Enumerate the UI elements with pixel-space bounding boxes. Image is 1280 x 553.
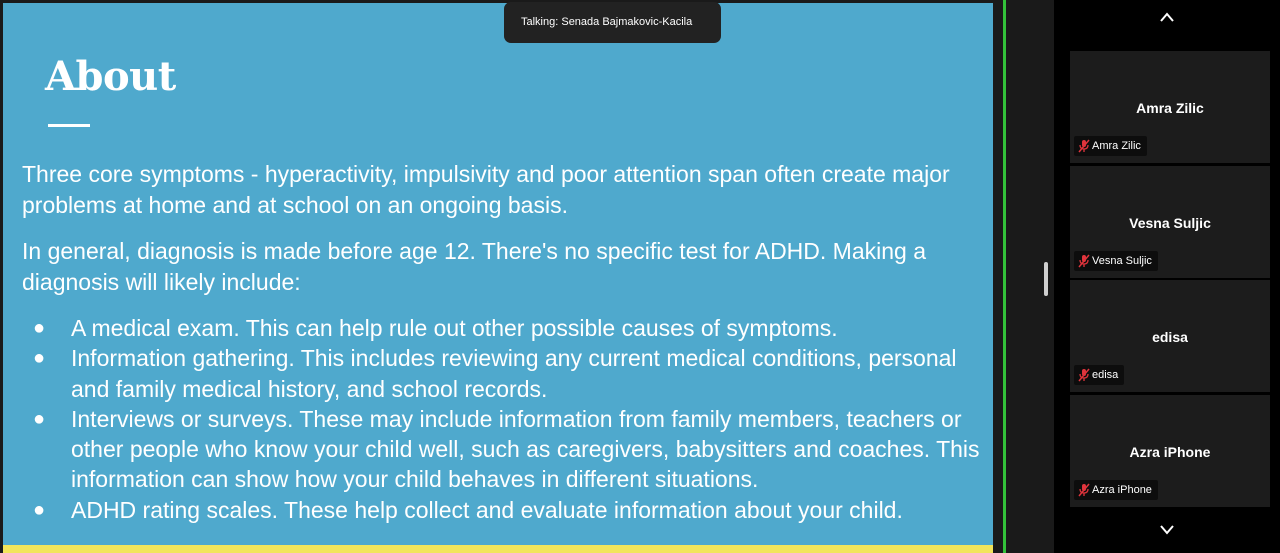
slide-footer-bar <box>3 545 993 553</box>
bullet-text: Information gathering. This includes reviewing any current medical conditions, personal and family medical history, and school records. <box>71 345 957 402</box>
participant-tile[interactable] <box>1070 395 1270 507</box>
microphone-muted-icon <box>1078 139 1090 153</box>
participant-tag <box>1074 251 1158 271</box>
participant-name: Amra Zilic <box>1136 100 1204 116</box>
participant-name: Azra iPhone <box>1129 444 1211 460</box>
participant-tag-label: Amra Zilic <box>1092 140 1141 152</box>
participant-tag <box>1074 136 1147 156</box>
title-underline <box>48 124 90 127</box>
participant-tag-label: edisa <box>1092 369 1119 381</box>
microphone-muted-icon <box>1078 483 1090 497</box>
microphone-muted-icon <box>1078 368 1090 382</box>
bullet-dot: ● <box>33 317 46 339</box>
slide-bullet-list <box>22 313 982 525</box>
bullet-dot: ● <box>33 407 46 430</box>
participant-tile[interactable] <box>1070 166 1270 278</box>
participant-name: Vesna Suljic <box>1129 215 1211 231</box>
bullet-text: ADHD rating scales. These help collect and evaluate information about your child. <box>71 496 903 523</box>
presentation-slide <box>3 3 993 553</box>
slide-title: About <box>45 53 176 100</box>
bullet-text: Interviews or surveys. These may include information from family members, teachers or other people who know your child well, such as caregivers, babysitters and coaches. This information can show how your child behaves in different situations. <box>71 405 980 493</box>
list-item <box>22 343 982 404</box>
microphone-muted-icon <box>1078 254 1090 268</box>
participant-tag-label: Azra iPhone <box>1092 484 1152 496</box>
slide-paragraph-2: In general, diagnosis is made before age 12. There's no specific test for ADHD. Making a diagnosis will likely include: <box>22 238 927 295</box>
participant-tag <box>1074 480 1158 500</box>
slide-paragraph-1: Three core symptoms - hyperactivity, impulsivity and poor attention span often create major problems at home and at school on an ongoing basis. <box>22 161 950 218</box>
participant-tag-label: Vesna Suljic <box>1092 255 1152 267</box>
participant-panel <box>1054 0 1280 553</box>
participant-tile[interactable] <box>1070 51 1270 163</box>
chevron-up-icon[interactable] <box>1054 10 1280 28</box>
list-item <box>22 313 982 343</box>
chevron-down-icon[interactable] <box>1054 522 1280 540</box>
panel-resize-handle[interactable] <box>1044 262 1048 296</box>
talking-indicator: Talking: Senada Bajmakovic-Kacila <box>504 2 721 43</box>
participant-tag <box>1074 365 1124 385</box>
list-item <box>22 404 982 495</box>
list-item <box>22 495 982 525</box>
bullet-dot: ● <box>33 498 46 521</box>
bullet-text: A medical exam. This can help rule out other possible causes of symptoms. <box>71 315 838 341</box>
bullet-dot: ● <box>33 347 46 370</box>
participant-name: edisa <box>1152 329 1188 345</box>
participant-tile[interactable] <box>1070 280 1270 392</box>
